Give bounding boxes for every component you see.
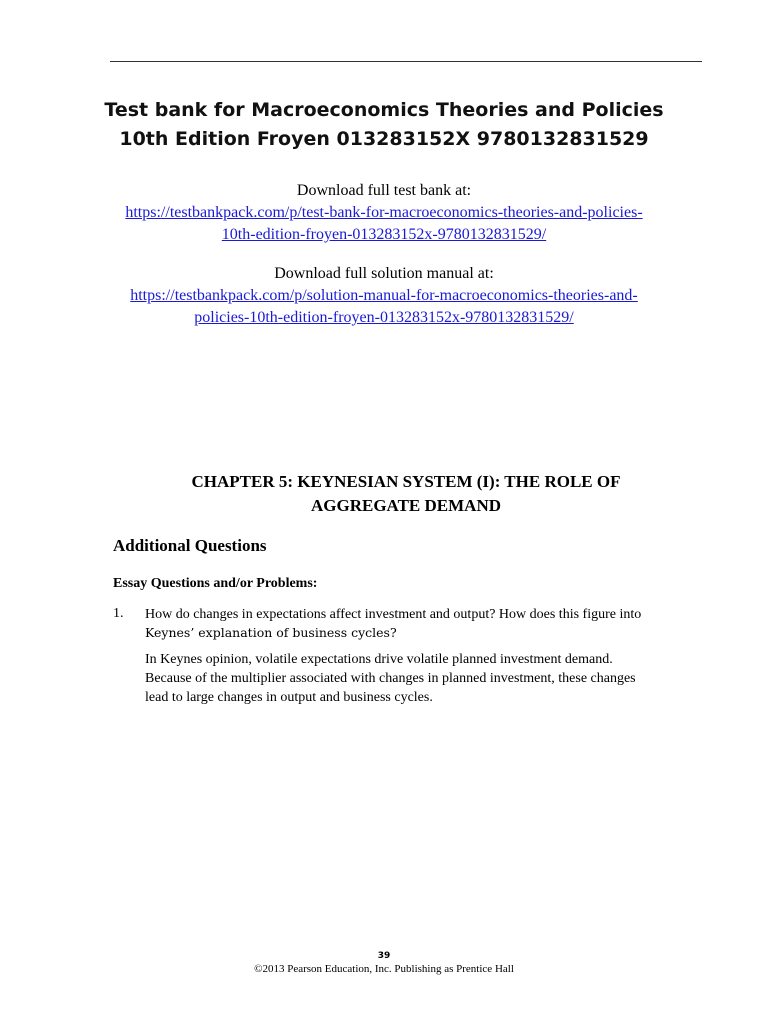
copyright-notice: ©2013 Pearson Education, Inc. Publishing as Prentice Hall: [254, 963, 514, 975]
test-bank-link-line-1: https://testbankpack.com/p/test-bank-for-macroeconomics-theories-and-policies-: [125, 204, 643, 221]
solution-manual-label: Download full solution manual at:: [274, 265, 494, 282]
answer-text: [145, 650, 705, 707]
title-line-1: Test bank for Macroeconomics Theories and Policies: [104, 99, 664, 121]
test-bank-link-line-2: 10th-edition-froyen-013283152x-9780132831529/: [221, 226, 547, 243]
chapter-heading-line-2: AGGREGATE DEMAND: [311, 496, 501, 515]
section-heading: Additional Questions: [113, 536, 267, 555]
top-rule: [110, 61, 702, 62]
test-bank-link[interactable]: [60, 202, 708, 246]
solution-manual-link-line-1: https://testbankpack.com/p/solution-manual-for-macroeconomics-theories-and-: [130, 287, 638, 304]
solution-manual-download: [60, 263, 708, 329]
answer-line-3: lead to large changes in output and business cycles.: [145, 690, 433, 705]
page-number: 39: [377, 951, 391, 961]
solution-manual-link-line-2: policies-10th-edition-froyen-013283152x-9780132831529/: [194, 309, 574, 326]
document-title: [60, 96, 708, 154]
title-line-2: 10th Edition Froyen 013283152X 9780132831529: [119, 128, 649, 150]
solution-manual-link[interactable]: [60, 285, 708, 329]
chapter-heading-line-1: CHAPTER 5: KEYNESIAN SYSTEM (I): THE ROLE OF: [191, 472, 621, 491]
answer-line-2: Because of the multiplier associated with changes in planned investment, these changes: [145, 671, 636, 686]
test-bank-download: [60, 180, 708, 246]
question-text: [145, 606, 705, 642]
essay-subheading: Essay Questions and/or Problems:: [113, 576, 318, 591]
question-line-2: Keynes’ explanation of business cycles?: [145, 625, 397, 640]
question-number: 1.: [113, 606, 124, 621]
answer-line-1: In Keynes opinion, volatile expectations drive volatile planned investment demand.: [145, 652, 613, 667]
question-line-1: How do changes in expectations affect investment and output? How does this figure into: [145, 607, 642, 622]
chapter-heading: [100, 470, 712, 518]
test-bank-label: Download full test bank at:: [296, 182, 472, 199]
